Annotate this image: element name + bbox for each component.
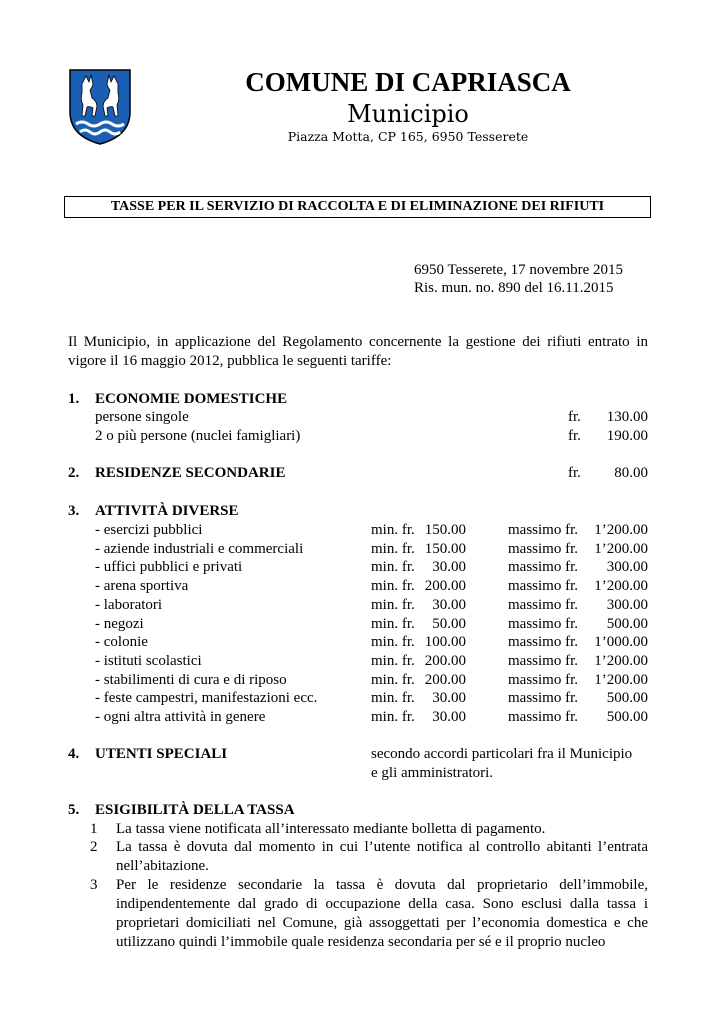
section-3-number: 3. bbox=[68, 503, 80, 519]
max-prefix: massimo fr. bbox=[508, 690, 578, 706]
max-prefix: massimo fr. bbox=[508, 541, 578, 557]
special-users-text: e gli amministratori. bbox=[371, 765, 494, 781]
activity-label: - laboratori bbox=[95, 597, 163, 613]
min-amount: 50.00 bbox=[432, 616, 466, 632]
item-text: La tassa viene notificata all’interessato mediante bolletta di pagamento. bbox=[116, 821, 546, 837]
municipality-subtitle: Municipio bbox=[347, 100, 469, 128]
min-amount: 200.00 bbox=[424, 653, 466, 669]
min-prefix: min. fr. bbox=[371, 522, 415, 538]
item-text: Per le residenze secondarie la tassa è dovuta dal proprietario dell’immobile, indipendentemente dal grado di occupazione della casa. Sono esclusi dalla tassa i proprietari domiciliati nel Comune, già assoggettati per l’economia domestica e che utilizzano quindi l’immobile quale residenza secondaria per sé e il proprio nucleo bbox=[116, 877, 648, 950]
activity-label: - colonie bbox=[95, 634, 148, 650]
min-amount: 30.00 bbox=[432, 690, 466, 706]
tariff-currency: fr. bbox=[568, 409, 581, 425]
min-amount: 30.00 bbox=[432, 559, 466, 575]
section-2-title: RESIDENZE SECONDARIE bbox=[95, 465, 286, 481]
max-amount: 1’200.00 bbox=[594, 541, 648, 557]
max-prefix: massimo fr. bbox=[508, 709, 578, 725]
min-amount: 100.00 bbox=[424, 634, 466, 650]
tariff-amount: 130.00 bbox=[606, 409, 648, 425]
min-prefix: min. fr. bbox=[371, 559, 415, 575]
max-amount: 1’000.00 bbox=[594, 634, 648, 650]
min-amount: 200.00 bbox=[424, 672, 466, 688]
section-4-title: UTENTI SPECIALI bbox=[95, 746, 228, 762]
max-amount: 1’200.00 bbox=[594, 578, 648, 594]
min-prefix: min. fr. bbox=[371, 634, 415, 650]
min-prefix: min. fr. bbox=[371, 672, 415, 688]
municipality-address: Piazza Motta, CP 165, 6950 Tesserete bbox=[287, 129, 529, 144]
tariff-amount: 190.00 bbox=[606, 428, 648, 444]
document-title: TASSE PER IL SERVIZIO DI RACCOLTA E DI ELIMINAZIONE DEI RIFIUTI bbox=[64, 196, 651, 218]
min-prefix: min. fr. bbox=[371, 616, 415, 632]
max-amount: 500.00 bbox=[606, 690, 648, 706]
min-prefix: min. fr. bbox=[371, 690, 415, 706]
min-amount: 150.00 bbox=[424, 522, 466, 538]
item-number: 3 bbox=[90, 877, 98, 893]
max-prefix: massimo fr. bbox=[508, 634, 578, 650]
max-amount: 1’200.00 bbox=[594, 522, 648, 538]
min-prefix: min. fr. bbox=[371, 597, 415, 613]
tariff-amount: 80.00 bbox=[614, 465, 648, 481]
activity-label: - stabilimenti di cura e di riposo bbox=[95, 672, 287, 688]
min-amount: 150.00 bbox=[424, 541, 466, 557]
municipality-name: COMUNE DI CAPRIASCA bbox=[245, 67, 571, 97]
activity-label: - feste campestri, manifestazioni ecc. bbox=[95, 690, 318, 706]
item-text: La tassa è dovuta dal momento in cui l’utente notifica al controllo abitanti l’entrata nell’abitazione. bbox=[116, 839, 648, 874]
max-prefix: massimo fr. bbox=[508, 616, 578, 632]
max-amount: 1’200.00 bbox=[594, 653, 648, 669]
activity-label: - esercizi pubblici bbox=[95, 522, 203, 538]
tariff-currency: fr. bbox=[568, 428, 581, 444]
section-5-title: ESIGIBILITÀ DELLA TASSA bbox=[95, 802, 295, 818]
min-prefix: min. fr. bbox=[371, 709, 415, 725]
intro-paragraph: Il Municipio, in applicazione del Regolamento concernente la gestione dei rifiuti entrato in vigore il 16 maggio 2012, pubblica le seguenti tariffe: bbox=[68, 334, 648, 369]
section-1-title: ECONOMIE DOMESTICHE bbox=[95, 391, 288, 407]
min-amount: 30.00 bbox=[432, 597, 466, 613]
max-amount: 300.00 bbox=[606, 559, 648, 575]
min-amount: 30.00 bbox=[432, 709, 466, 725]
max-amount: 1’200.00 bbox=[594, 672, 648, 688]
max-prefix: massimo fr. bbox=[508, 597, 578, 613]
max-prefix: massimo fr. bbox=[508, 559, 578, 575]
resolution-reference: Ris. mun. no. 890 del 16.11.2015 bbox=[414, 280, 614, 296]
activity-label: - arena sportiva bbox=[95, 578, 189, 594]
activity-label: - istituti scolastici bbox=[95, 653, 202, 669]
activity-label: - uffici pubblici e privati bbox=[95, 559, 243, 575]
activity-label: - ogni altra attività in genere bbox=[95, 709, 266, 725]
tariff-label: 2 o più persone (nuclei famigliari) bbox=[95, 428, 301, 444]
section-1-number: 1. bbox=[68, 391, 80, 407]
min-amount: 200.00 bbox=[424, 578, 466, 594]
max-prefix: massimo fr. bbox=[508, 653, 578, 669]
tariff-currency: fr. bbox=[568, 465, 581, 481]
section-5-number: 5. bbox=[68, 802, 80, 818]
section-2-number: 2. bbox=[68, 465, 80, 481]
tariff-label: persone singole bbox=[95, 409, 189, 425]
max-prefix: massimo fr. bbox=[508, 522, 578, 538]
special-users-text: secondo accordi particolari fra il Municipio bbox=[371, 746, 633, 762]
max-amount: 300.00 bbox=[606, 597, 648, 613]
item-number: 1 bbox=[90, 821, 98, 837]
item-number: 2 bbox=[90, 839, 98, 855]
min-prefix: min. fr. bbox=[371, 653, 415, 669]
place-date: 6950 Tesserete, 17 novembre 2015 bbox=[414, 262, 624, 278]
section-3-title: ATTIVITÀ DIVERSE bbox=[95, 503, 239, 519]
min-prefix: min. fr. bbox=[371, 578, 415, 594]
activity-label: - negozi bbox=[95, 616, 144, 632]
max-amount: 500.00 bbox=[606, 709, 648, 725]
min-prefix: min. fr. bbox=[371, 541, 415, 557]
activity-label: - aziende industriali e commerciali bbox=[95, 541, 304, 557]
section-4-number: 4. bbox=[68, 746, 80, 762]
max-prefix: massimo fr. bbox=[508, 578, 578, 594]
max-amount: 500.00 bbox=[606, 616, 648, 632]
max-prefix: massimo fr. bbox=[508, 672, 578, 688]
municipal-crest-logo bbox=[68, 68, 132, 146]
